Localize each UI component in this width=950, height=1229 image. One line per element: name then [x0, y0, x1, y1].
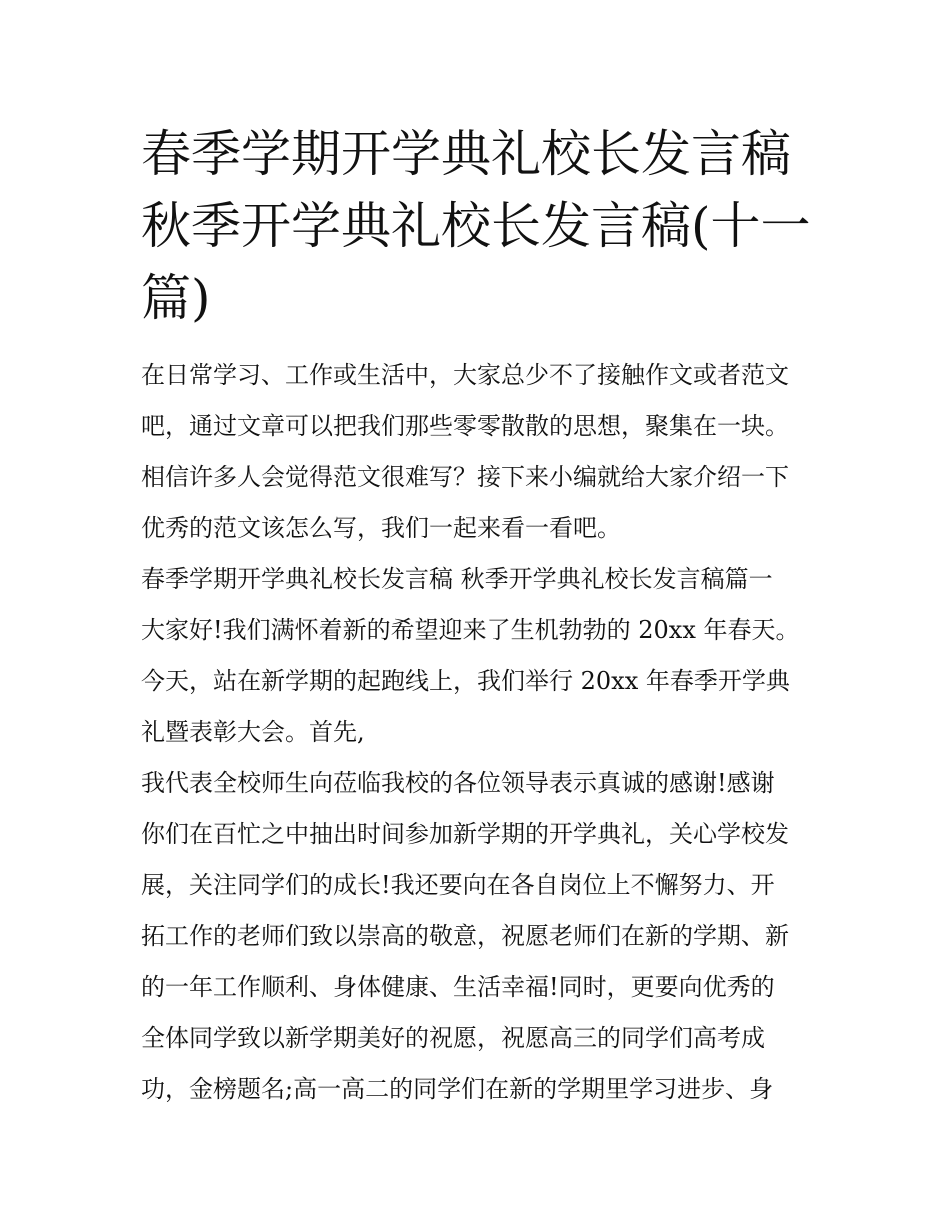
body-line: 吧，通过文章可以把我们那些零零散散的思想，聚集在一块。 [141, 412, 789, 440]
body-line: 功，金榜题名;高一高二的同学们在新的学期里学习进步、身 [141, 1075, 774, 1103]
title-line: 春季学期开学典礼校长发言稿 [141, 125, 791, 183]
body-line: 礼暨表彰大会。首先, [141, 718, 365, 746]
body-line: 优秀的范文该怎么写，我们一起来看一看吧。 [141, 514, 621, 542]
body-line: 全体同学致以新学期美好的祝愿，祝愿高三的同学们高考成 [141, 1024, 765, 1052]
body-line: 今天，站在新学期的起跑线上，我们举行 20xx 年春季开学典 [141, 667, 790, 695]
title-line: 秋季开学典礼校长发言稿(十一 [141, 197, 811, 255]
body-line: 我代表全校师生向莅临我校的各位领导表示真诚的感谢!感谢 [141, 769, 775, 797]
body-line: 相信许多人会觉得范文很难写？接下来小编就给大家介绍一下 [141, 463, 789, 491]
body-line: 大家好!我们满怀着新的希望迎来了生机勃勃的 20xx 年春天。 [141, 616, 800, 644]
body-line: 春季学期开学典礼校长发言稿 秋季开学典礼校长发言稿篇一 [141, 565, 773, 593]
body-line: 拓工作的老师们致以崇高的敬意，祝愿老师们在新的学期、新 [141, 922, 789, 950]
document-title [141, 118, 816, 334]
body-line: 在日常学习、工作或生活中，大家总少不了接触作文或者范文 [141, 361, 789, 389]
body-line: 你们在百忙之中抽出时间参加新学期的开学典礼，关心学校发 [141, 820, 789, 848]
title-line: 篇) [141, 269, 211, 327]
body-line: 的一年工作顺利、身体健康、生活幸福!同时，更要向优秀的 [141, 973, 775, 1001]
body-line: 展，关注同学们的成长!我还要向在各自岗位上不懈努力、开 [141, 871, 775, 899]
document-body [141, 350, 816, 1115]
document-content [141, 118, 816, 1115]
